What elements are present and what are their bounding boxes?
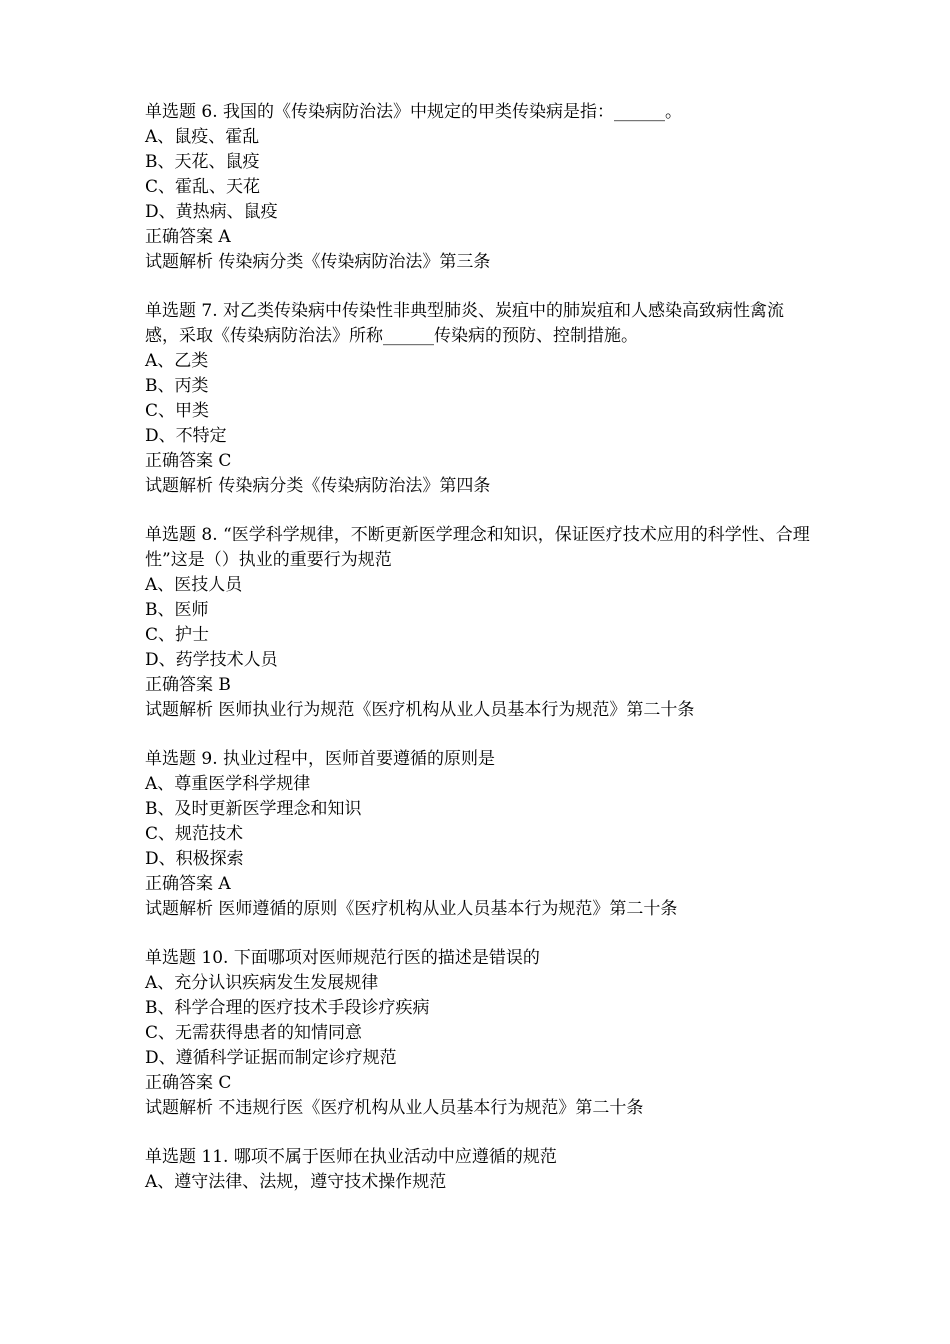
option-b: B、科学合理的医疗技术手段诊疗疾病 bbox=[145, 998, 430, 1018]
option-d: D、不特定 bbox=[145, 426, 227, 446]
question-7 bbox=[145, 299, 815, 499]
option-d: D、积极探索 bbox=[145, 849, 244, 869]
answer-analysis: 试题解析 不违规行医《医疗机构从业人员基本行为规范》第二十条 bbox=[145, 1098, 644, 1118]
option-b: B、及时更新医学理念和知识 bbox=[145, 799, 362, 819]
correct-answer: 正确答案 A bbox=[145, 227, 231, 247]
option-c: C、甲类 bbox=[145, 401, 210, 421]
question-stem: 单选题 9. 执业过程中，医师首要遵循的原则是 bbox=[145, 749, 496, 769]
question-11 bbox=[145, 1145, 815, 1195]
answer-analysis: 试题解析 医师执业行为规范《医疗机构从业人员基本行为规范》第二十条 bbox=[145, 700, 695, 720]
correct-answer: 正确答案 A bbox=[145, 874, 231, 894]
question-9 bbox=[145, 747, 815, 922]
option-a: A、充分认识疾病发生发展规律 bbox=[145, 973, 379, 993]
question-6 bbox=[145, 100, 815, 275]
option-b: B、天花、鼠疫 bbox=[145, 152, 260, 172]
option-c: C、护士 bbox=[145, 625, 210, 645]
option-d: D、黄热病、鼠疫 bbox=[145, 202, 278, 222]
option-c: C、规范技术 bbox=[145, 824, 244, 844]
question-stem: 单选题 8. “医学科学规律，不断更新医学理念和知识，保证医疗技术应用的科学性、合理性”这是（）执业的重要行为规范 bbox=[145, 525, 810, 570]
option-c: C、霍乱、天花 bbox=[145, 177, 261, 197]
answer-analysis: 试题解析 传染病分类《传染病防治法》第四条 bbox=[145, 476, 491, 496]
option-d: D、遵循科学证据而制定诊疗规范 bbox=[145, 1048, 397, 1068]
option-a: A、尊重医学科学规律 bbox=[145, 774, 311, 794]
option-a: A、鼠疫、霍乱 bbox=[145, 127, 260, 147]
question-stem: 单选题 10. 下面哪项对医师规范行医的描述是错误的 bbox=[145, 948, 540, 968]
option-a: A、乙类 bbox=[145, 351, 209, 371]
option-a: A、遵守法律、法规，遵守技术操作规范 bbox=[145, 1172, 447, 1192]
option-b: B、丙类 bbox=[145, 376, 209, 396]
answer-analysis: 试题解析 医师遵循的原则《医疗机构从业人员基本行为规范》第二十条 bbox=[145, 899, 678, 919]
question-8 bbox=[145, 523, 815, 723]
question-stem: 单选题 7. 对乙类传染病中传染性非典型肺炎、炭疽中的肺炭疽和人感染高致病性禽流感，采取《传染病防治法》所称______传染病的预防、控制措施。 bbox=[145, 301, 785, 346]
option-d: D、药学技术人员 bbox=[145, 650, 278, 670]
correct-answer: 正确答案 C bbox=[145, 1073, 232, 1093]
answer-analysis: 试题解析 传染病分类《传染病防治法》第三条 bbox=[145, 252, 491, 272]
question-stem: 单选题 11. 哪项不属于医师在执业活动中应遵循的规范 bbox=[145, 1147, 557, 1167]
document-page bbox=[145, 100, 815, 1219]
option-a: A、医技人员 bbox=[145, 575, 243, 595]
question-10 bbox=[145, 946, 815, 1121]
correct-answer: 正确答案 C bbox=[145, 451, 232, 471]
option-b: B、医师 bbox=[145, 600, 209, 620]
correct-answer: 正确答案 B bbox=[145, 675, 231, 695]
question-stem: 单选题 6. 我国的《传染病防治法》中规定的甲类传染病是指：______。 bbox=[145, 102, 683, 122]
option-c: C、无需获得患者的知情同意 bbox=[145, 1023, 363, 1043]
